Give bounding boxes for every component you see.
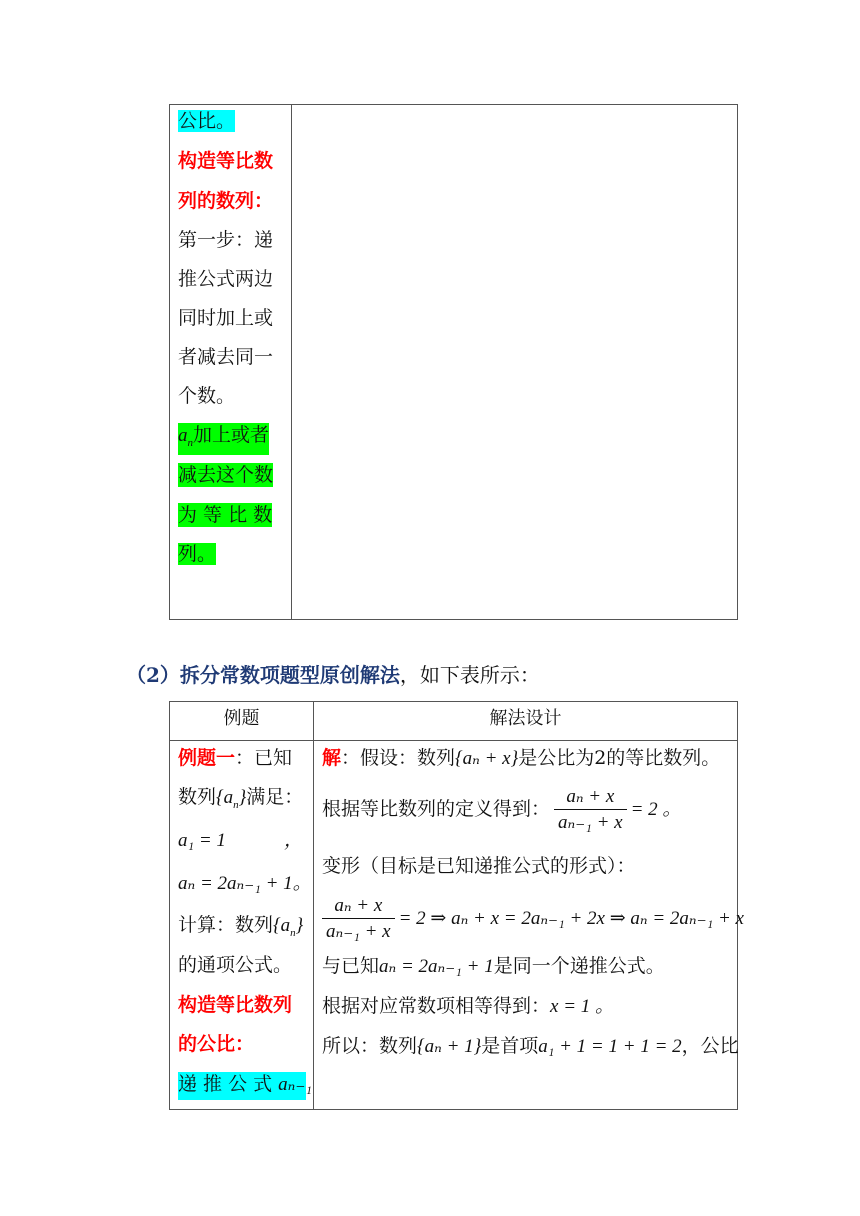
header-example: 例题 (223, 708, 260, 729)
solution-text: ，公比 (681, 1035, 739, 1057)
solution-text: 是公比为2的等比数列。 (518, 747, 721, 769)
example-text: 计算：数列 (178, 914, 274, 936)
header-solution: 解法设计 (489, 708, 562, 729)
math-expr: aₙ = 2aₙ₋₁ + 1 (379, 956, 494, 977)
example-cell: 例题一：已知 数列$\{a_n\}$满足： a₁ = 1 ， aₙ = 2aₙ₋₁ + 1。 计算：数列$\{a_n\}$ 的通项公式。 构造等比数列 的公比： 递 推 公 式 aₙ₋₁ (178, 742, 310, 1107)
right-cell (292, 105, 737, 619)
text-line-rest: 加上或者 (193, 424, 270, 446)
condition-a1: a₁ = 1 (178, 830, 226, 851)
fraction (322, 895, 395, 943)
solution-text: 根据对应常数项相等得到： (322, 995, 551, 1017)
math-sub: n (187, 437, 193, 449)
math-expr: {aₙ + x} (455, 748, 519, 769)
text-line: 者减去同一 (178, 346, 274, 368)
solution-text: ：假设：数列 (341, 747, 456, 769)
fraction-numerator: aₙ + x (322, 895, 395, 919)
example-title: 例题一 (178, 747, 236, 769)
example-text: 数列 (178, 786, 217, 808)
solution-text: 所以：数列 (322, 1035, 418, 1057)
solution-cell (322, 742, 744, 1107)
fraction-numerator: aₙ + x (554, 786, 627, 810)
table-continuation (169, 104, 738, 620)
left-cell (178, 105, 288, 615)
math-var: a (178, 425, 188, 446)
solution-text: 与已知 (322, 955, 380, 977)
solution-text: 是同一个递推公式。 (493, 955, 665, 977)
text-line: 为 等 比 数 (178, 504, 273, 526)
solution-line-2 (322, 783, 681, 836)
math-expr: a₁ + 1 = 1 + 1 = 2 (538, 1036, 682, 1057)
construct-title: 的公比： (178, 1033, 255, 1055)
math-expr: x = 1 。 (550, 996, 615, 1017)
text-line: 构造等比数 (178, 150, 274, 172)
example-text: 满足： (246, 786, 304, 808)
example-text: 递 推 公 式 (178, 1073, 273, 1095)
text-line: 列。 (178, 543, 217, 565)
text-line: 列的数列： (178, 190, 274, 212)
text-line (178, 423, 269, 455)
math-expr: = 2 。 (630, 799, 682, 820)
construct-title: 构造等比数列 (178, 994, 293, 1016)
fraction (554, 786, 627, 834)
text-line: 个数。 (178, 385, 236, 407)
solution-text: 是首项 (481, 1035, 539, 1057)
solution-table (169, 701, 744, 1110)
text-line: 同时加上或 (178, 307, 274, 329)
solution-text: 根据等比数列的定义得到： (322, 798, 551, 820)
header-divider (170, 740, 737, 741)
fraction-denominator: aₙ₋₁ + x (558, 812, 623, 833)
fraction-denominator: aₙ₋₁ + x (326, 921, 391, 942)
condition-recurrence: aₙ = 2aₙ₋₁ + 1。 (178, 873, 312, 894)
text-line: 减去这个数 (178, 464, 274, 486)
solution-label: 解 (322, 747, 342, 769)
column-divider (313, 702, 314, 1109)
example-text: 的通项公式。 (178, 954, 293, 976)
solution-line-4 (322, 892, 744, 945)
comma: ， (284, 830, 304, 851)
math-var: aₙ₋₁ (278, 1074, 313, 1095)
math-expr: = 2 ⇒ aₙ + x = 2aₙ₋₁ + 2x ⇒ aₙ = 2aₙ₋₁ + x (398, 908, 744, 929)
section-heading-suffix: ，如下表所示： (399, 663, 540, 687)
example-text: ：已知 (235, 747, 293, 769)
math-expr: {aₙ + 1} (417, 1036, 482, 1057)
recurrence-highlight (178, 1072, 313, 1100)
section-heading-label: （2）拆分常数项题型原创解法 (126, 663, 400, 687)
text-line: 第一步：递 (178, 229, 274, 251)
solution-text: 变形（目标是已知递推公式的形式）： (322, 855, 636, 877)
text-line: 公比。 (178, 110, 236, 132)
text-line: 推公式两边 (178, 268, 274, 290)
section-heading (126, 662, 540, 688)
